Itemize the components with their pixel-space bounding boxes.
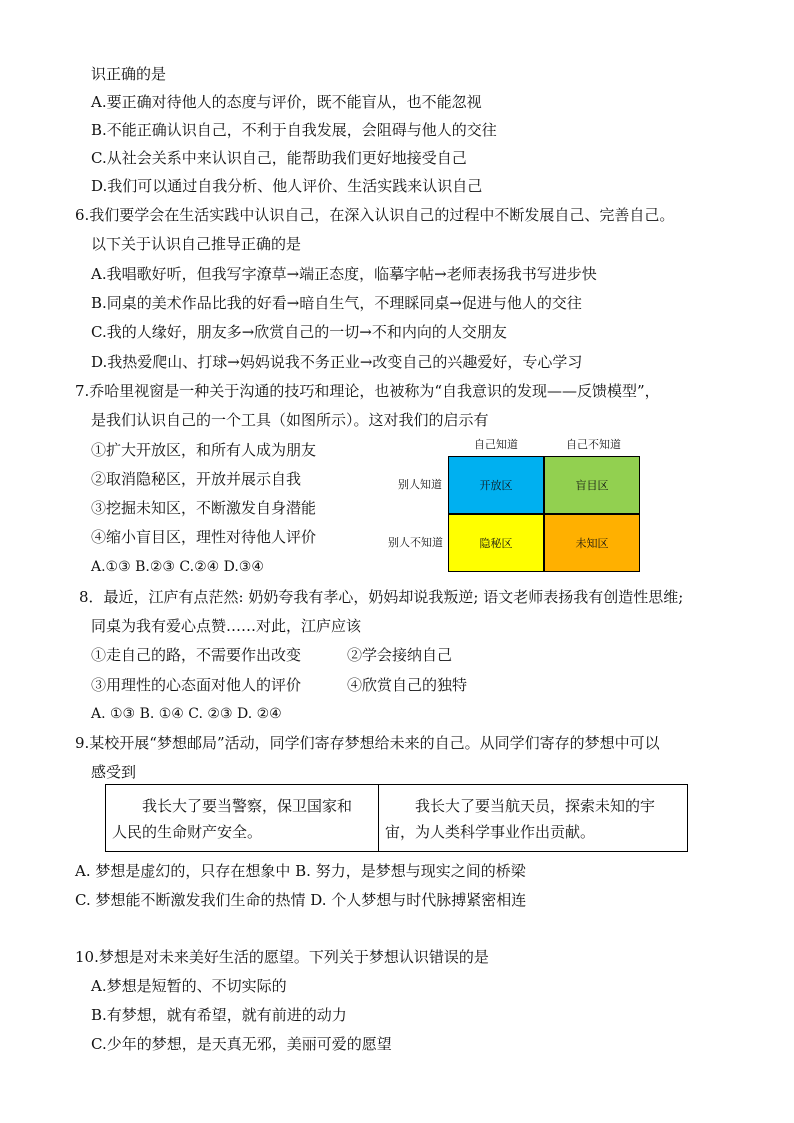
johari-unknown-area [544, 514, 640, 572]
johari-hidden-area [448, 514, 544, 572]
q9-dream-astronaut-line2: 宙，为人类科学事业作出贡献。 [385, 823, 596, 841]
q6-stem-line2: 以下关于认识自己推导正确的是 [91, 235, 302, 253]
q8-item-2: ②学会接纳自己 [347, 646, 453, 664]
q9-dream-table [105, 784, 688, 852]
q7-stem-line2: 是我们认识自己的一个工具（如图所示）。这对我们的启示有 [91, 411, 489, 429]
johari-row-header-known-others: 别人知道 [398, 478, 442, 491]
q6-option-d: D.我热爱爬山、打球→妈妈说我不务正业→改变自己的兴趣爱好，专心学习 [91, 353, 583, 371]
q8-stem-line1: 8．最近，江庐有点茫然: 奶奶夸我有孝心，奶妈却说我叛逆; 语文老师表扬我有创造性思维; [79, 588, 684, 606]
q5-option-d: D.我们可以通过自我分析、他人评价、生活实践来认识自己 [91, 177, 483, 195]
q7-item-2: ②取消隐秘区，开放并展示自我 [91, 470, 302, 488]
johari-blind-area [544, 456, 640, 514]
q9-dream-police [106, 785, 379, 851]
q7-item-4: ④缩小盲目区，理性对待他人评价 [91, 528, 317, 546]
q6-option-b: B.同桌的美术作品比我的好看→暗自生气，不理睬同桌→促进与他人的交往 [91, 294, 582, 312]
q6-stem-line1: 6.我们要学会在生活实践中认识自己，在深入认识自己的过程中不断发展自己、完善自己。 [75, 206, 675, 224]
q9-options-row2: C. 梦想能不断激发我们生命的热情 D. 个人梦想与时代脉搏紧密相连 [75, 891, 527, 909]
q9-stem-line1: 9.某校开展“梦想邮局”活动，同学们寄存梦想给未来的自己。从同学们寄存的梦想中可以 [75, 734, 660, 752]
johari-unknown-area-label: 未知区 [575, 537, 609, 550]
q7-stem-line1: 7.乔哈里视窗是一种关于沟通的技巧和理论，也被称为“自我意识的发现——反馈模型”， [75, 382, 660, 400]
q10-option-a: A.梦想是短暂的、不切实际的 [91, 977, 287, 995]
q9-options-row1: A. 梦想是虚幻的，只存在想象中 B. 努力，是梦想与现实之间的桥梁 [75, 862, 526, 880]
q10-stem: 10.梦想是对未来美好生活的愿望。下列关于梦想认识错误的是 [75, 948, 489, 966]
q9-dream-astronaut-line1: 我长大了要当航天员，探索未知的宇 [415, 797, 656, 815]
q7-item-1: ①扩大开放区，和所有人成为朋友 [91, 441, 317, 459]
q6-option-c: C.我的人缘好，朋友多→欣赏自己的一切→不和内向的人交朋友 [91, 323, 507, 341]
q5-stem-continued: 识正确的是 [91, 65, 167, 83]
johari-hidden-area-label: 隐秘区 [479, 537, 513, 550]
q5-option-a: A.要正确对待他人的态度与评价，既不能盲从，也不能忽视 [91, 93, 482, 111]
johari-window-diagram [384, 434, 654, 574]
johari-row-header-unknown-others: 别人不知道 [388, 536, 443, 549]
johari-col-header-known-self: 自己知道 [474, 438, 518, 451]
q8-item-3: ③用理性的心态面对他人的评价 [91, 676, 302, 694]
q9-dream-police-line1: 我长大了要当警察，保卫国家和 [142, 797, 353, 815]
johari-col-header-unknown-self: 自己不知道 [566, 438, 621, 451]
q8-stem-line2: 同桌为我有爱心点赞……对此，江庐应该 [91, 617, 362, 635]
q10-option-b: B.有梦想，就有希望，就有前进的动力 [91, 1006, 347, 1024]
johari-open-area [448, 456, 544, 514]
q5-option-c: C.从社会关系中来认识自己，能帮助我们更好地接受自己 [91, 149, 467, 167]
q7-answer-choices: A.①③ B.②③ C.②④ D.③④ [91, 559, 264, 575]
q8-item-4: ④欣赏自己的独特 [347, 676, 468, 694]
q10-option-c: C.少年的梦想，是天真无邪，美丽可爱的愿望 [91, 1035, 392, 1053]
johari-open-area-label: 开放区 [479, 479, 513, 492]
q5-option-b: B.不能正确认识自己，不利于自我发展，会阻碍与他人的交往 [91, 121, 497, 139]
q7-item-3: ③挖掘未知区，不断激发自身潜能 [91, 499, 317, 517]
johari-blind-area-label: 盲目区 [575, 479, 609, 492]
q8-answer-choices: A. ①③ B. ①④ C. ②③ D. ②④ [91, 706, 282, 722]
q9-stem-line2: 感受到 [91, 763, 137, 781]
q6-option-a: A.我唱歌好听，但我写字潦草→端正态度，临摹字帖→老师表扬我书写进步快 [91, 265, 597, 283]
q9-dream-astronaut [379, 785, 687, 851]
q8-item-1: ①走自己的路，不需要作出改变 [91, 646, 302, 664]
q9-dream-police-line2: 人民的生命财产安全。 [112, 823, 263, 841]
